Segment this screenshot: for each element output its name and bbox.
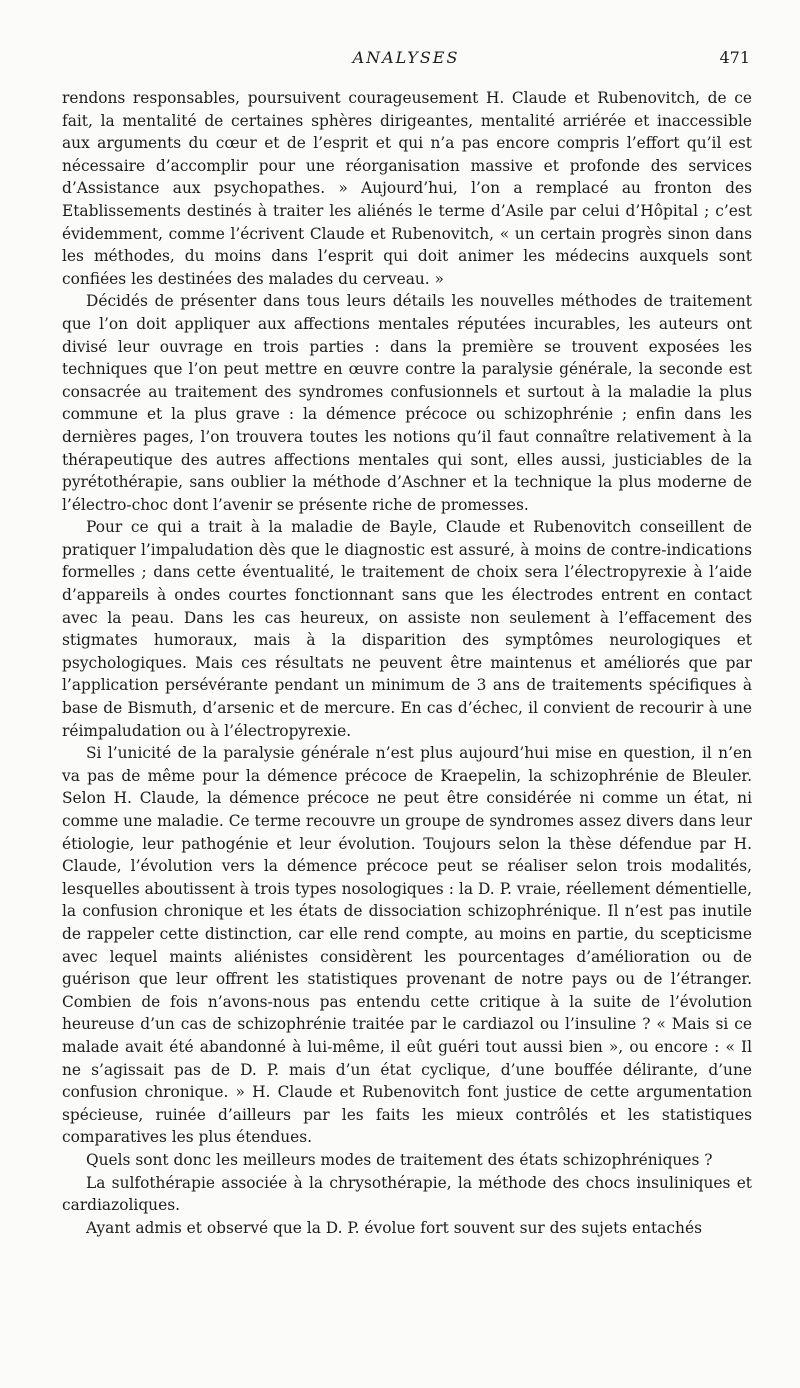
paragraph: Décidés de présenter dans tous leurs détails les nouvelles méthodes de traitement que l’on doit appliquer aux affections mentales réputées incurables, les auteurs ont divisé leur ouvrage en trois parties : dans la première se trouvent exposées les techniques que l’on peut mettre en œuvre contre la paralysie générale, la seconde est consacrée au traitement des syndromes confusionnels et surtout à la maladie la plus commune et la plus grave : la démence précoce ou schizophrénie ; enfin dans les dernières pages, l’on trouvera toutes les notions qu’il faut connaître relativement à la thérapeutique des autres affections mentales qui sont, elles aussi, justiciables de la pyrétothérapie, sans oublier la méthode d’Aschner et la technique la plus moderne de l’électro-choc dont l’avenir se présente riche de promesses. xyxy=(62,292,752,514)
article-body xyxy=(62,87,752,1239)
paragraph: Quels sont donc les meilleurs modes de traitement des états schizophréniques ? xyxy=(86,1150,713,1169)
paragraph: Si l’unicité de la paralysie générale n’est plus aujourd’hui mise en question, il n’en va pas de même pour la démence précoce de Kraepelin, la schizophrénie de Bleuler. Selon H. Claude, la démence précoce ne peut être considérée ni comme un état, ni comme une maladie. Ce terme recouvre un groupe de syndromes assez divers dans leur étiologie, leur pathogénie et leur évolution. Toujours selon la thèse défendue par H. Claude, l’évolution vers la démence précoce peut se réaliser selon trois modalités, lesquelles aboutissent à trois types nosologiques : la D. P. vraie, réellement démentielle, la confusion chronique et les états de dissociation schizophrénique. Il n’est pas inutile de rappeler cette distinction, car elle rend compte, au moins en partie, du scepticisme avec lequel maints aliénistes considèrent les pourcentages d’amélioration ou de guérison que leur offrent les statistiques provenant de notre pays ou de l’étranger. Combien de fois n’avons-nous pas entendu cette critique à la suite de l’évolution heureuse d’un cas de schizophrénie traitée par le cardiazol ou l’insuline ? « Mais si ce malade avait été abandonné à lui-même, il eût guéri tout aussi bien », ou encore : « Il ne s’agissait pas de D. P. mais d’un état cyclique, d’une bouffée délirante, d’une confusion chronique. » H. Claude et Rubenovitch font justice de cette argumentation spécieuse, ruinée d’ailleurs par les faits les mieux contrôlés et les statistiques comparatives les plus étendues. xyxy=(62,744,752,1147)
paragraph: Pour ce qui a trait à la maladie de Bayle, Claude et Rubenovitch conseillent de pratiquer l’impaludation dès que le diagnostic est assuré, à moins de contre-indications formelles ; dans cette éventualité, le traitement de choix sera l’électropyrexie à l’aide d’appareils à ondes courtes fonctionnant sans que les électrodes entrent en contact avec la peau. Dans les cas heureux, on assiste non seulement à l’effacement des stigmates humoraux, mais à la disparition des symptômes neurologiques et psychologiques. Mais ces résultats ne peuvent être maintenus et améliorés que par l’application persévérante pendant un minimum de 3 ans de traitements spécifiques à base de Bismuth, d’arsenic et de mercure. En cas d’échec, il convient de recourir à une réimpaludation ou à l’électropyrexie. xyxy=(62,518,752,740)
page-header xyxy=(62,48,750,74)
page-number: 471 xyxy=(719,48,750,67)
running-title: ANALYSES xyxy=(352,48,460,67)
paragraph: Ayant admis et observé que la D. P. évolue fort souvent sur des sujets entachés xyxy=(86,1218,702,1237)
paragraph: La sulfothérapie associée à la chrysothérapie, la méthode des chocs insuliniques et cardiazoliques. xyxy=(62,1173,752,1215)
paragraph: rendons responsables, poursuivent courageusement H. Claude et Rubenovitch, de ce fait, la mentalité de certaines sphères dirigeantes, mentalité arriérée et inaccessible aux arguments du cœur et de l’esprit et qui n’a pas encore compris l’effort qu’il est nécessaire d’accomplir pour une réorganisation massive et profonde des services d’Assistance aux psychopathes. » Aujourd’hui, l’on a remplacé au fronton des Etablissements destinés à traiter les aliénés le terme d’Asile par celui d’Hôpital ; c’est évidemment, comme l’écrivent Claude et Rubenovitch, « un certain progrès sinon dans les méthodes, du moins dans l’esprit qui doit animer les médecins auxquels sont confiées les destinées des malades du cerveau. » xyxy=(62,89,752,288)
